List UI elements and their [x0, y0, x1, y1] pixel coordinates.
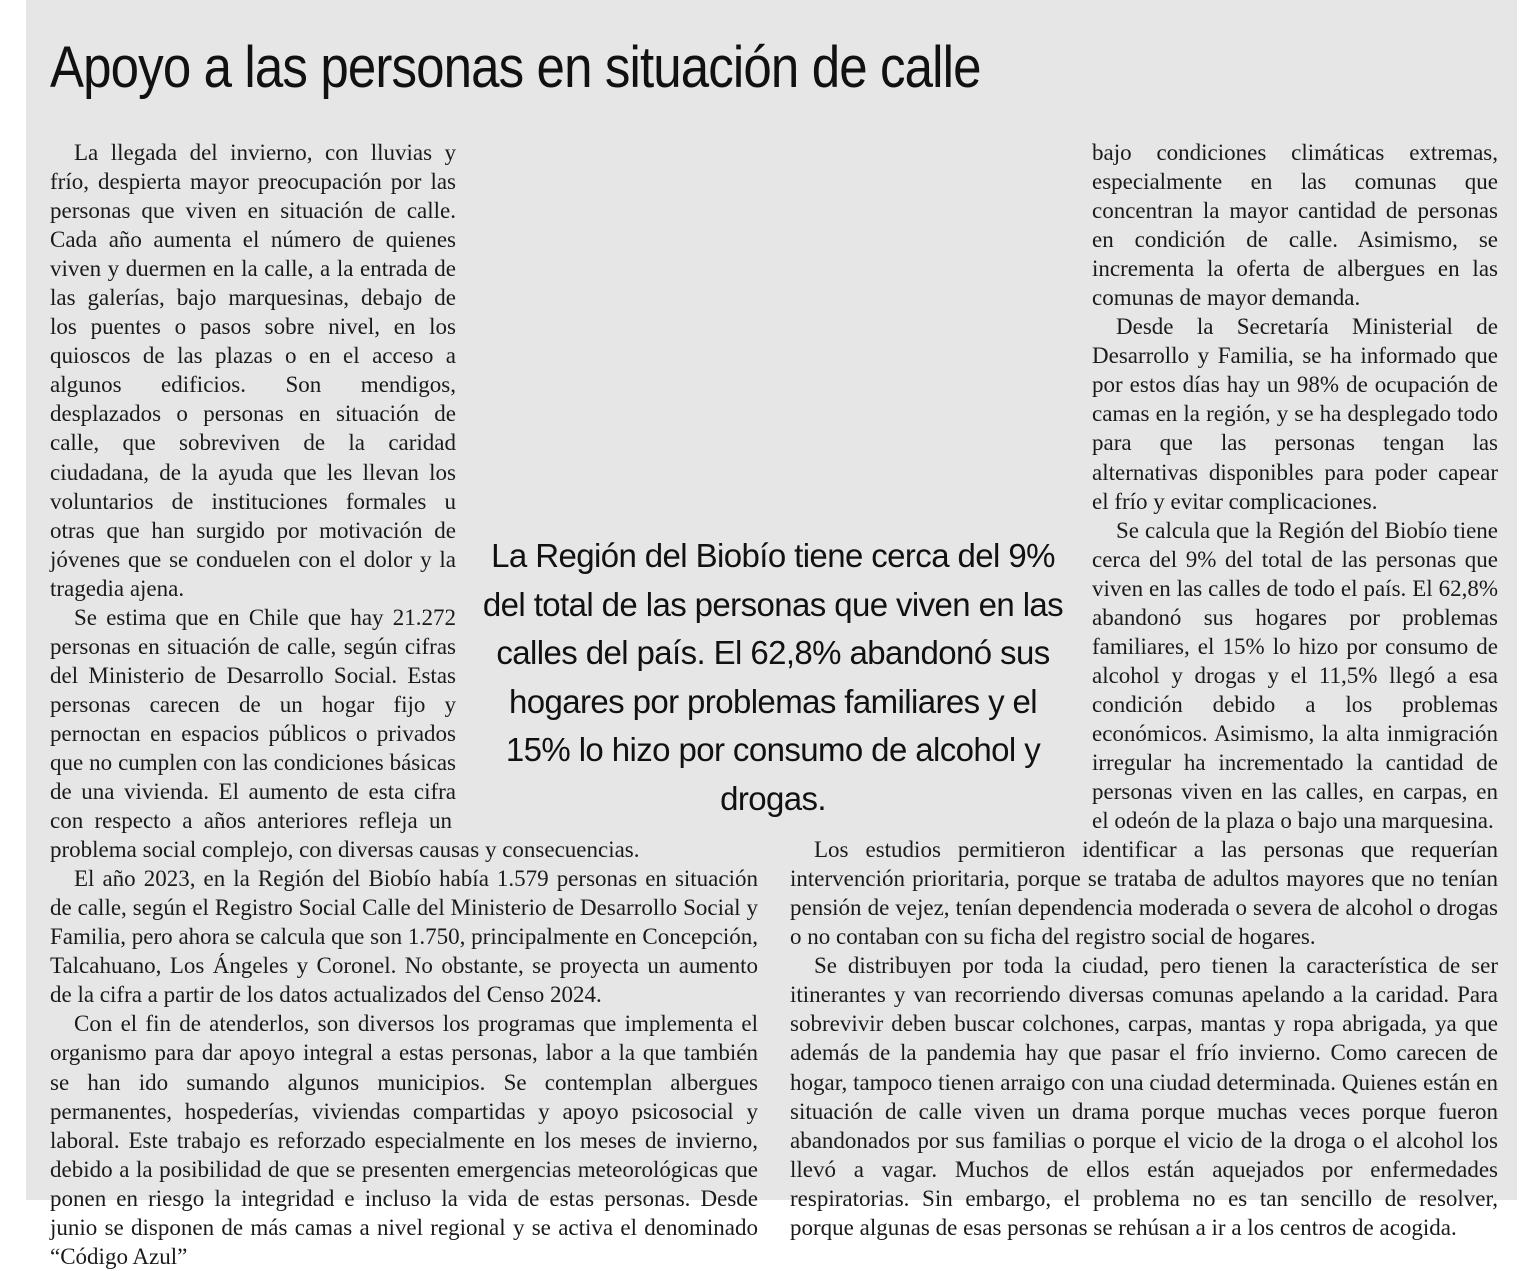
pull-quote: La Región del Biobío tiene cerca del 9% del total de las personas que viven en las calles del país. El 62,8% abandonó sus hogares por problemas familiares y el 15% lo hizo por consumo de alcohol y drogas.	[482, 537, 1064, 817]
paragraph: Desde la Secretaría Ministerial de Desarrollo y Familia, se ha informado que por estos días hay un 98% de ocupación de camas en la región, y se ha desplegado todo para que las personas tengan las alternativas disponibles para poder capear el frío y evitar complicaciones.	[1092, 314, 1498, 514]
paragraph: Se calcula que la Región del Biobío tiene cerca del 9% del total de las personas que viven en las calles de todo el país. El 62,8% abandonó sus hogares por problemas familiares, el 15% lo hizo por consumo de alcohol y drogas y el 11,5% llegó a esa condición debido a los problemas económicos. Asimismo, la alta inmigración irregular ha incrementado la cantidad de personas viven en las calles, en carpas, en el odeón de la plaza o bajo una marquesina.	[1092, 517, 1498, 834]
paragraph: Se distribuyen por toda la ciudad, pero tienen la característica de ser itinerantes y van recorriendo diversas comunas apelando a la caridad. Para sobrevivir deben buscar colchones, carpas, mantas y ropa abrigada, ya que además de la pandemia hay que pasar el frío invierno. Como carecen de hogar, tampoco tienen arraigo con una ciudad determinada. Quienes están en situación de calle viven un drama porque muchas veces porque fueron abandonados por sus familias o porque el vicio de la droga o el alcohol los llevó a vagar. Muchos de ellos están aquejados por enfermedades respiratorias. Sin embargo, el problema no es tan sencillo de resolver, porque algunas de esas personas se rehúsan a ir a los centros de acogida.	[790, 953, 1498, 1240]
paragraph: Los estudios permitieron identificar a las personas que requerían intervención prioritaria, porque se trataba de adultos mayores que no tenían pensión de vejez, tenían dependencia moderada o severa de alcohol o drogas o no contaban con su ficha del registro social de hogares.	[790, 837, 1498, 950]
paragraph: Con el fin de atenderlos, son diversos los programas que implementa el organismo para dar apoyo integral a estas personas, labor a la que también se han ido sumando algunos municipios. Se contemplan albergues permanentes, hospederías, viviendas compartidas y apoyo psicosocial y laboral. Este trabajo es reforzado especialmente en los meses de invierno, debido a la posibilidad de que se presenten emergencias meteorológicas que ponen en riesgo la integridad e incluso la vida de estas personas. Desde junio se disponen de más camas a nivel regional y se activa el denominado “Código Azul”	[50, 1011, 758, 1269]
paragraph: bajo condiciones climáticas extremas, especialmente en las comunas que concentran la mayor cantidad de personas en condición de calle. Asimismo, se incrementa la oferta de albergues en las comunas de mayor demanda.	[1092, 140, 1498, 311]
article-headline: Apoyo a las personas en situación de calle	[50, 35, 981, 100]
paragraph: Se estima que en Chile que hay 21.272 personas en situación de calle, según cifras del Ministerio de Desarrollo Social. Estas personas carecen de un hogar fijo y pernoctan en espacios públicos o privados que no cumplen con las condiciones básicas de una vivienda. El aumento de esta cifra con respecto a años anteriores refleja un problema social complejo, con diversas causas y consecuencias.	[50, 604, 640, 863]
paragraph: El año 2023, en la Región del Biobío había 1.579 personas en situación de calle, según el Registro Social Calle del Ministerio de Desarrollo Social y Familia, pero ahora se calcula que son 1.750, principalmente en Concepción, Talcahuano, Los Ángeles y Coronel. No obstante, se proyecta un aumento de la cifra a partir de los datos actualizados del Censo 2024.	[50, 866, 758, 1008]
paragraph: La llegada del invierno, con lluvias y frío, despierta mayor preocupación por las personas que viven en situación de calle. Cada año aumenta el número de quienes viven y duermen en la calle, a la entrada de las galerías, bajo marquesinas, debajo de los puentes o pasos sobre nivel, en los quioscos de las plazas o en el acceso a algunos edificios. Son mendigos, desplazados o personas en situación de calle, que sobreviven de la caridad ciudadana, de la ayuda que les llevan los voluntarios de instituciones formales u otras que han surgido por motivación de jóvenes que se conduelen con el dolor y la tragedia ajena.	[50, 140, 456, 601]
newspaper-article	[26, 0, 1517, 1269]
